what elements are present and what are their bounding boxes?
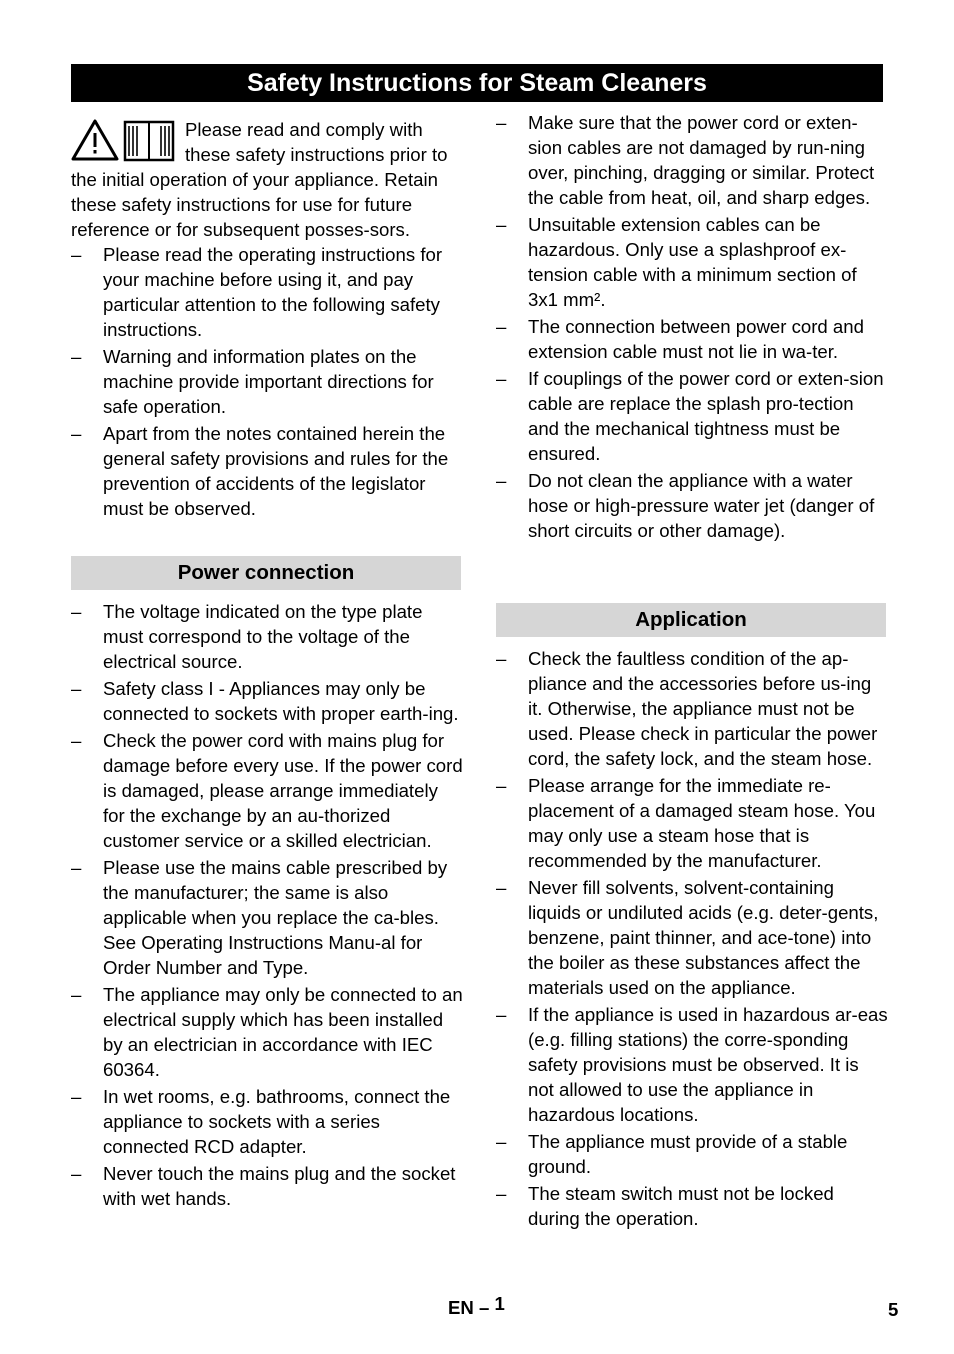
list-dash: –	[71, 730, 82, 751]
footer-dash: –	[479, 1297, 490, 1318]
list-dash: –	[496, 1183, 507, 1204]
application-list	[496, 646, 888, 1231]
list-item	[496, 1129, 888, 1179]
list-item	[496, 773, 888, 873]
list-item-text: Please use the mains cable prescribed by the manufacturer; the same is also applicable when you replace the ca-bles. See Operating Instructions Manu-al for Order Number and Type.	[103, 857, 448, 978]
list-item-text: The voltage indicated on the type plate must correspond to the voltage of the electrical source.	[103, 601, 423, 672]
list-item	[71, 982, 463, 1082]
page-title: Safety Instructions for Steam Cleaners	[71, 64, 883, 102]
list-item	[71, 1161, 463, 1211]
list-dash: –	[71, 1163, 82, 1184]
application-section	[496, 603, 888, 1233]
list-item-text: Please arrange for the immediate re-placement of a damaged steam hose. You may only use a steam hose that is recommended by the manufacturer.	[528, 775, 876, 871]
list-item-text: Check the power cord with mains plug for damage before every use. If the power cord is damaged, please arrange immediately for the exchange by an au-thorized customer service or a skilled electrician.	[103, 730, 463, 851]
list-item	[71, 676, 463, 726]
list-dash: –	[71, 1086, 82, 1107]
list-item	[496, 212, 888, 312]
list-item	[71, 1084, 463, 1159]
list-item	[496, 366, 888, 466]
list-item-text: The steam switch must not be locked during the operation.	[528, 1183, 834, 1229]
list-item-text: Never touch the mains plug and the socket with wet hands.	[103, 1163, 456, 1209]
power-section	[71, 556, 463, 1213]
footer-language	[448, 1293, 505, 1319]
list-item-text: If couplings of the power cord or exten-sion cable are replace the splash pro-tection and the mechanical tightness must be ensured.	[528, 368, 884, 464]
list-item	[496, 1181, 888, 1231]
list-item-text: The connection between power cord and extension cable must not lie in wa-ter.	[528, 316, 864, 362]
list-item-text: Unsuitable extension cables can be hazardous. Only use a splashproof ex-tension cable with a minimum section of 3x1 mm².	[528, 214, 857, 310]
power-list	[71, 599, 463, 1211]
list-dash: –	[496, 112, 507, 133]
list-item-text: In wet rooms, e.g. bathrooms, connect the appliance to sockets with a series connected RCD adapter.	[103, 1086, 451, 1157]
list-item-text: The appliance may only be connected to an electrical supply which has been installed by an electrician in accordance with IEC 60364.	[103, 984, 463, 1080]
list-dash: –	[496, 470, 507, 491]
list-dash: –	[71, 984, 82, 1005]
list-item	[71, 242, 463, 342]
list-dash: –	[71, 346, 82, 367]
list-item	[71, 855, 463, 980]
list-item	[71, 728, 463, 853]
list-item	[496, 875, 888, 1000]
list-item	[496, 1002, 888, 1127]
list-dash: –	[496, 1131, 507, 1152]
right-power-section	[496, 110, 888, 545]
page-number: 5	[888, 1299, 899, 1320]
list-dash: –	[496, 214, 507, 235]
list-item-text: Apart from the notes contained herein the general safety provisions and rules for the prevention of accidents of the legislator must be observed.	[103, 423, 449, 519]
list-dash: –	[71, 857, 82, 878]
list-dash: –	[71, 244, 82, 265]
list-item-text: Make sure that the power cord or exten-sion cables are not damaged by run-ning over, pinching, dragging or similar. Protect the cable from heat, oil, and sharp edges.	[528, 112, 875, 208]
application-heading: Application	[496, 603, 886, 637]
list-item	[496, 314, 888, 364]
list-item	[71, 344, 463, 419]
list-item-text: Never fill solvents, solvent-containing liquids or undiluted acids (e.g. deter-gents, benzene, paint thinner, and ace-tone) into the boiler as these substances affect the materials used on the appliance.	[528, 877, 879, 998]
list-dash: –	[71, 423, 82, 444]
list-dash: –	[71, 678, 82, 699]
footer-lang: EN	[448, 1297, 474, 1318]
list-item	[496, 646, 888, 771]
safety-icons	[71, 118, 177, 164]
intro-block	[71, 117, 463, 523]
list-dash: –	[71, 601, 82, 622]
list-dash: –	[496, 775, 507, 796]
list-dash: –	[496, 368, 507, 389]
list-dash: –	[496, 877, 507, 898]
list-item	[496, 110, 888, 210]
intro-text: Please read and comply with these safety instructions prior to the initial operation of your appliance. Retain these safety instructions for use for future reference or for subsequent posses-sors.	[71, 119, 448, 240]
list-dash: –	[496, 316, 507, 337]
list-item-text: Do not clean the appliance with a water hose or high-pressure water jet (danger of short circuits or other damage).	[528, 470, 875, 541]
list-item-text: The appliance must provide of a stable ground.	[528, 1131, 848, 1177]
list-item	[71, 421, 463, 521]
list-item-text: Please read the operating instructions for your machine before using it, and pay particular attention to the following safety instructions.	[103, 244, 443, 340]
list-item-text: Check the faultless condition of the ap-pliance and the accessories before us-ing it. Otherwise, the appliance must not be used. Please check in particular the power cord, the safety lock, and the steam hose.	[528, 648, 878, 769]
list-item-text: Warning and information plates on the machine provide important directions for safe operation.	[103, 346, 434, 417]
list-item-text: Safety class I - Appliances may only be connected to sockets with proper earth-ing.	[103, 678, 459, 724]
list-dash: –	[496, 1004, 507, 1025]
list-dash: –	[496, 648, 507, 669]
footer-sub: 1	[494, 1293, 505, 1314]
warning-triangle-icon	[71, 118, 177, 164]
list-item	[71, 599, 463, 674]
list-item-text: If the appliance is used in hazardous ar-eas (e.g. filling stations) the corre-sponding safety provisions must be observed. It is not allowed to use the appliance in hazardous locations.	[528, 1004, 888, 1125]
power-connection-heading: Power connection	[71, 556, 461, 590]
general-list	[71, 242, 463, 521]
manual-book-icon	[125, 122, 173, 160]
list-item	[496, 468, 888, 543]
right-power-list	[496, 110, 888, 543]
